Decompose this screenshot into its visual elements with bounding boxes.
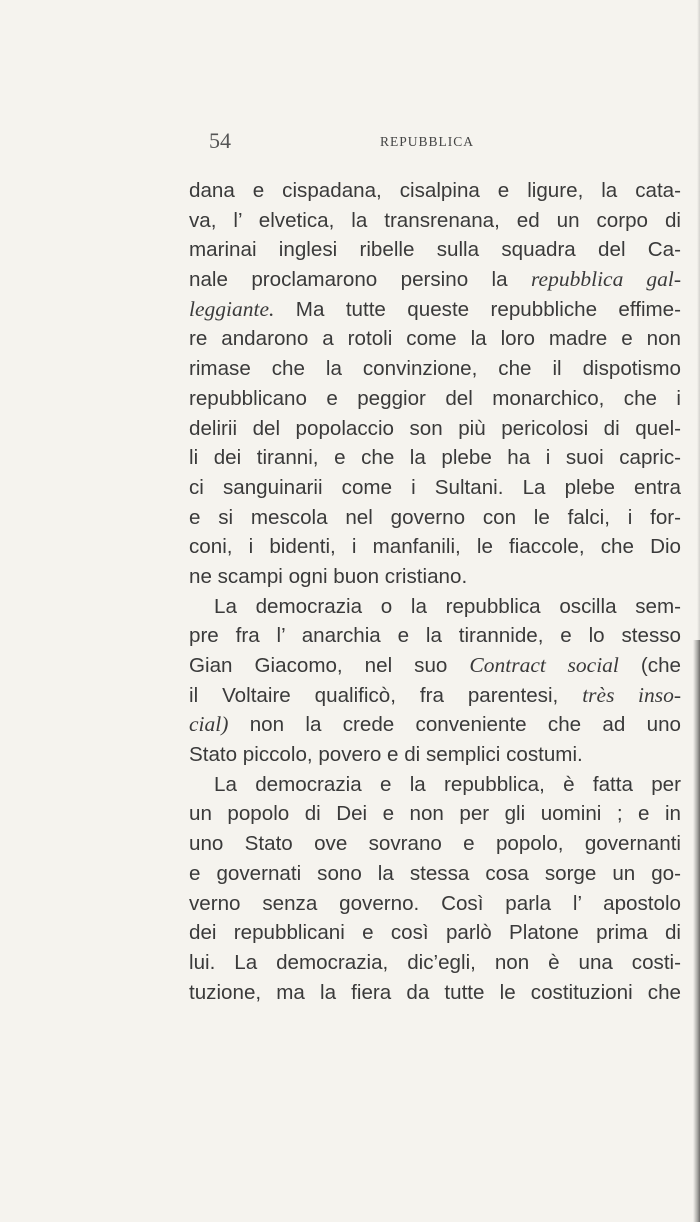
text-line xyxy=(189,235,681,265)
text-line xyxy=(189,918,681,948)
text-run: nale proclamarono persino la xyxy=(189,268,531,292)
italic-text-run: leggiante. xyxy=(189,296,275,321)
paragraph xyxy=(189,592,681,770)
text-run: li dei tiranni, e che la plebe ha i suoi capric- xyxy=(189,446,681,470)
text-line xyxy=(189,562,681,592)
page-edge-shadow xyxy=(693,640,700,1222)
text-line xyxy=(189,948,681,978)
text-line xyxy=(189,295,681,325)
paragraph xyxy=(189,770,681,1008)
text-line xyxy=(189,621,681,651)
text-run: La democrazia o la repubblica oscilla sem- xyxy=(214,594,681,618)
text-run: lui. La democrazia, dic’egli, non è una costi- xyxy=(189,950,681,974)
text-run: ci sanguinarii come i Sultani. La plebe entra xyxy=(189,475,681,499)
text-line xyxy=(189,503,681,533)
running-title: REPUBBLICA xyxy=(380,134,475,149)
text-line xyxy=(189,532,681,562)
text-run: ne scampi ogni buon cristiano. xyxy=(189,564,468,588)
text-run: rimase che la convinzione, che il dispotismo xyxy=(189,357,681,381)
text-run: verno senza governo. Così parla l’ apostolo xyxy=(189,891,681,915)
text-run: tuzione, ma la fiera da tutte le costituzioni che xyxy=(189,980,681,1004)
text-line xyxy=(189,710,681,740)
text-line xyxy=(189,889,681,919)
running-head xyxy=(209,128,489,158)
text-run: coni, i bidenti, i manfanili, le fiaccole, che Dio xyxy=(189,535,681,559)
paragraph xyxy=(189,176,681,592)
text-run: Ma tutte queste repubbliche effime- xyxy=(274,297,681,321)
text-run: Gian Giacomo, nel suo xyxy=(189,654,470,677)
text-run: La democrazia e la repubblica, è fatta per xyxy=(214,772,681,796)
text-line xyxy=(189,859,681,889)
text-line xyxy=(189,473,681,503)
text-run: e si mescola nel governo con le falci, i for- xyxy=(189,505,681,529)
text-line xyxy=(189,978,681,1008)
text-run: Stato piccolo, povero e di semplici costumi. xyxy=(189,743,583,767)
text-line xyxy=(189,681,681,711)
italic-text-run: très inso- xyxy=(582,682,682,707)
text-line xyxy=(189,443,681,473)
text-line xyxy=(189,770,681,800)
text-run: un popolo di Dei e non per gli uomini ; e in xyxy=(189,802,681,826)
italic-text-run: repubblica gal- xyxy=(530,267,682,292)
text-line xyxy=(189,324,681,354)
text-line xyxy=(189,354,681,384)
body-text xyxy=(189,176,681,1007)
text-line xyxy=(189,651,681,681)
text-run: non la crede conveniente che ad uno xyxy=(228,713,681,737)
text-run: dei repubblicani e così parlò Platone prima di xyxy=(189,921,681,945)
text-line xyxy=(189,740,681,770)
text-line xyxy=(189,799,681,829)
text-line xyxy=(189,414,681,444)
text-run: va, l’ elvetica, la transrenana, ed un corpo di xyxy=(189,208,681,232)
text-run: il Voltaire qualificò, fra parentesi, xyxy=(189,683,583,707)
text-line xyxy=(189,206,681,236)
text-run: repubblicano e peggior del monarchico, che i xyxy=(189,386,681,410)
text-line xyxy=(189,592,681,622)
text-line xyxy=(189,384,681,414)
text-line xyxy=(189,176,681,206)
text-run: marinai inglesi ribelle sulla squadra del Ca- xyxy=(189,238,681,262)
text-run: e governati sono la stessa cosa sorge un go- xyxy=(189,861,681,885)
text-run: re andarono a rotoli come la loro madre e non xyxy=(189,327,681,351)
text-run: uno Stato ove sovrano e popolo, governanti xyxy=(189,832,681,856)
text-line xyxy=(189,829,681,859)
text-run: (che xyxy=(618,654,681,677)
text-run: delirii del popolaccio son più pericolosi di quel- xyxy=(189,416,681,440)
italic-text-run: cial) xyxy=(189,712,229,737)
text-line xyxy=(189,265,681,295)
text-run: pre fra l’ anarchia e la tirannide, e lo stesso xyxy=(189,624,681,648)
page-number: 54 xyxy=(209,128,231,153)
text-run: dana e cispadana, cisalpina e ligure, la cata- xyxy=(189,179,681,202)
italic-text-run: Contract social xyxy=(469,653,619,677)
